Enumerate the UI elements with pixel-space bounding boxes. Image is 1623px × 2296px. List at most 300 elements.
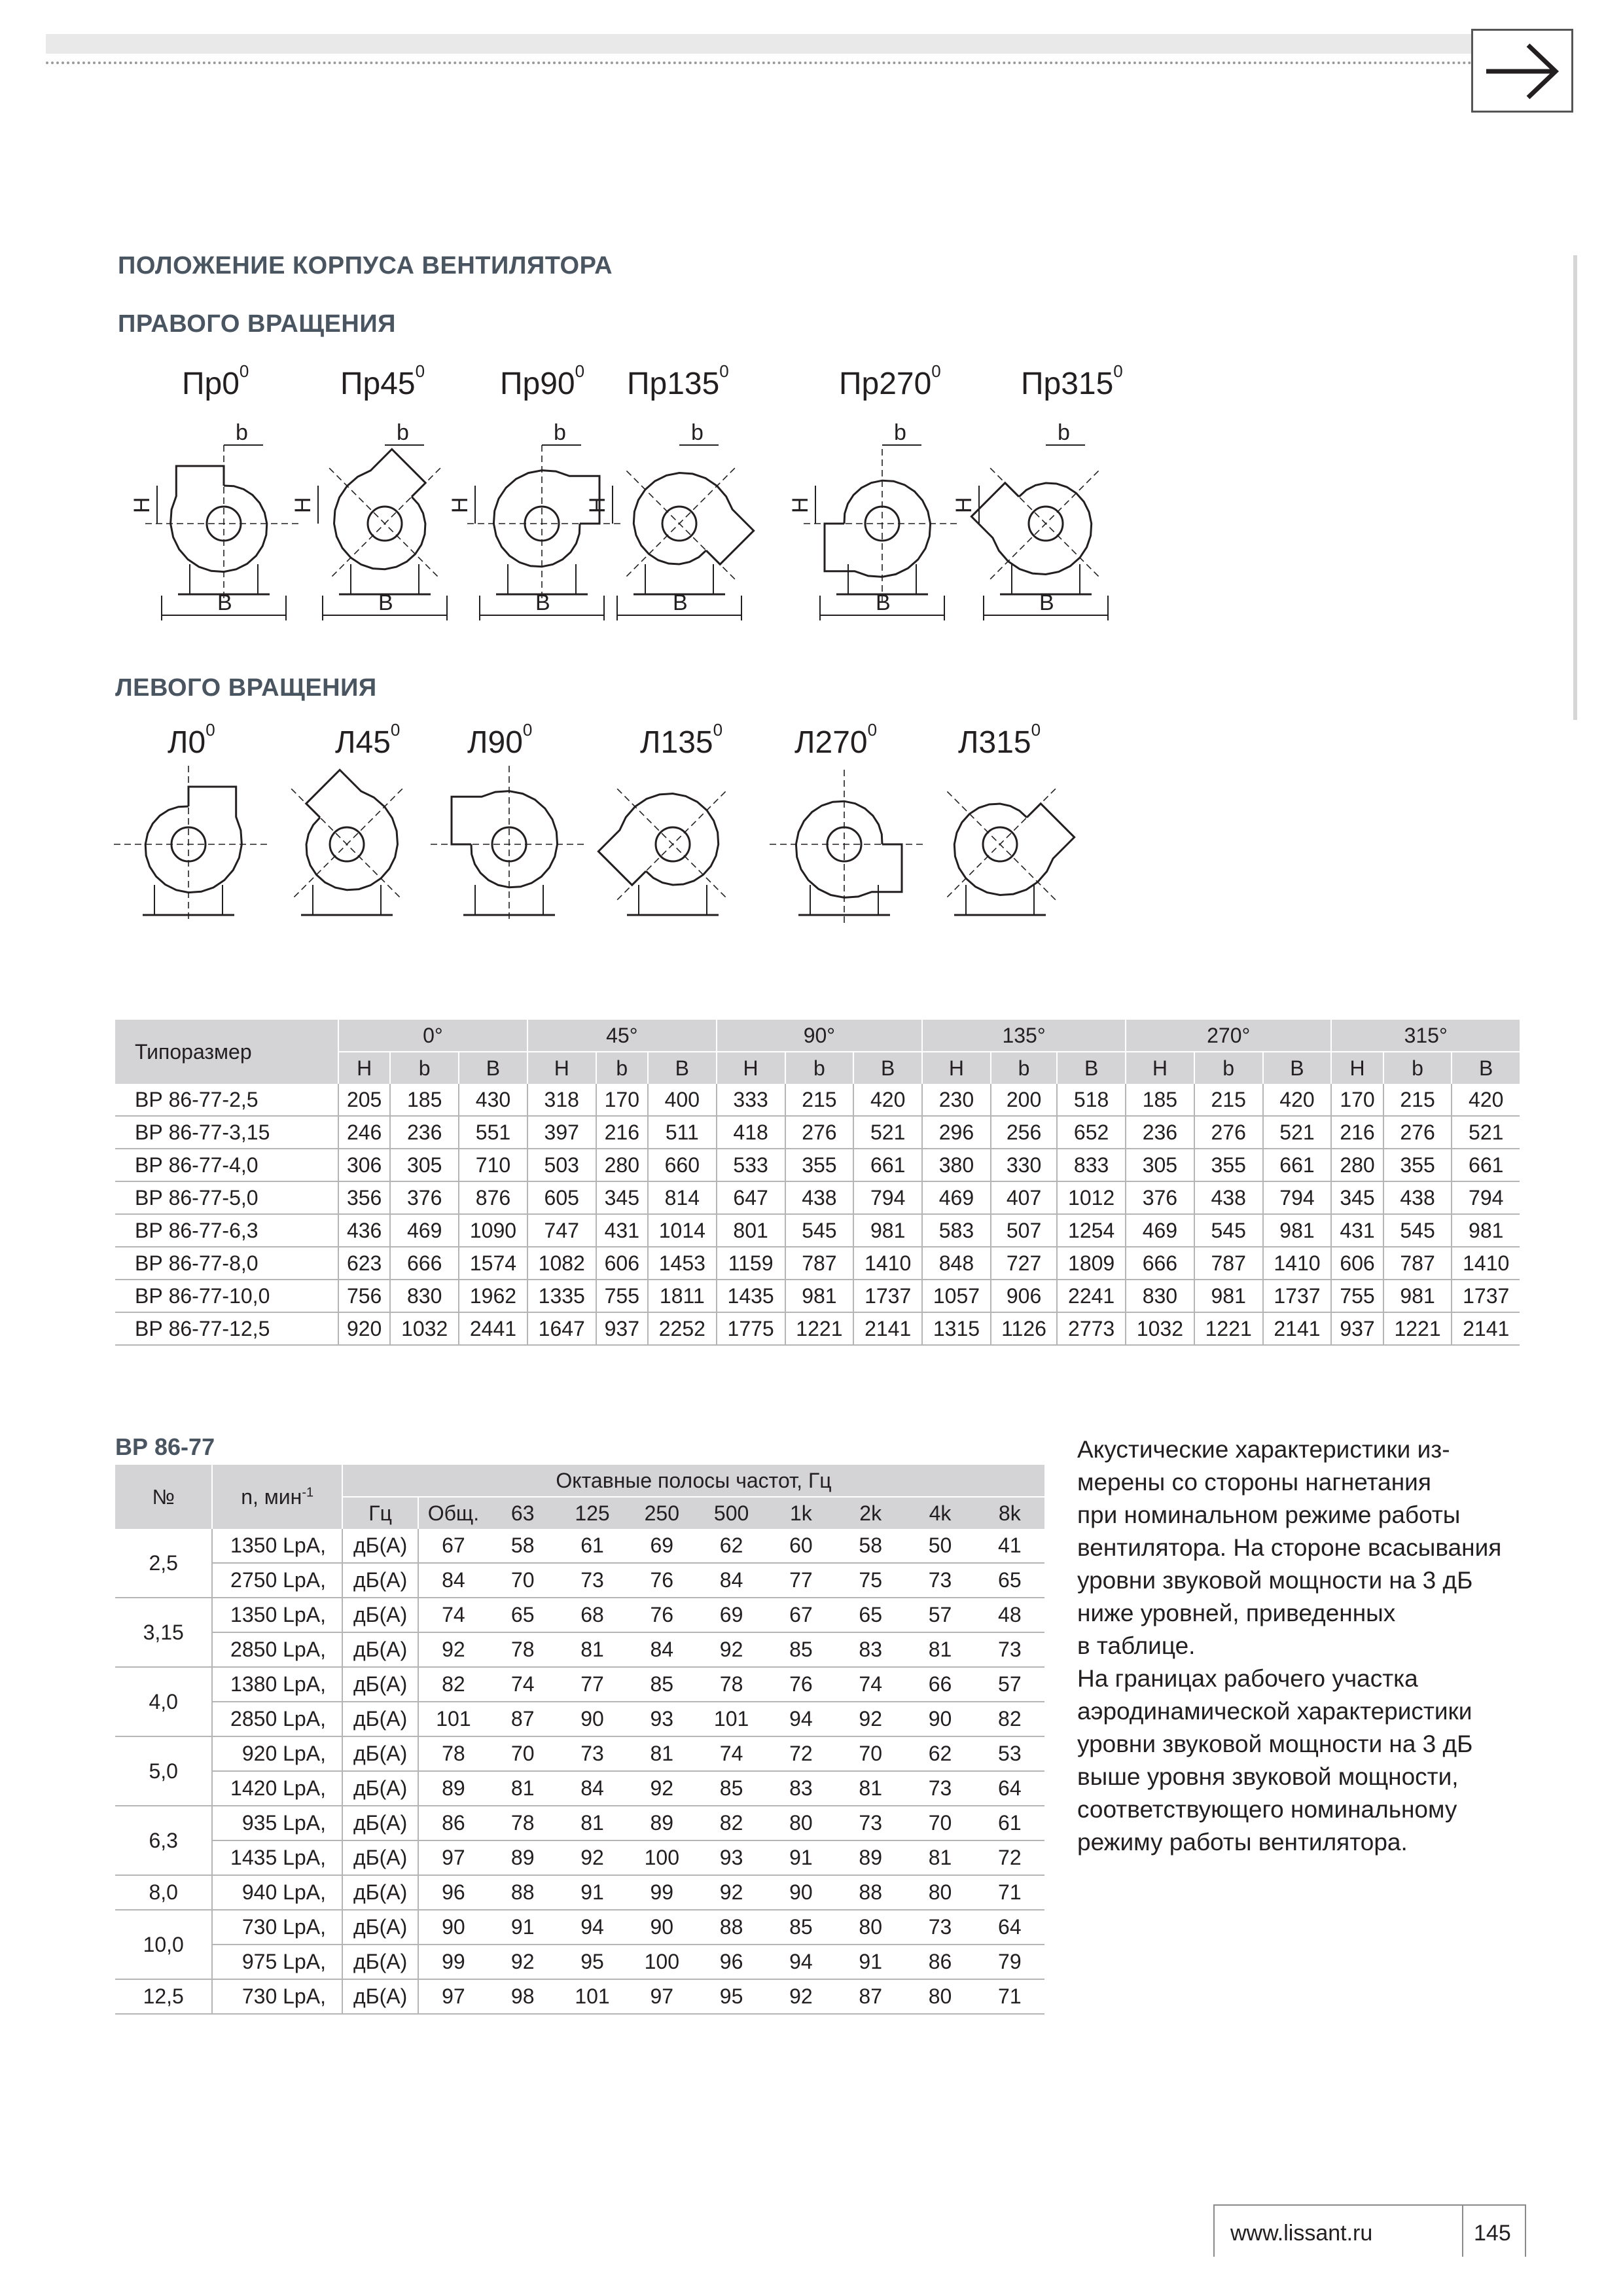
acoustic-value-cell: 48 xyxy=(975,1598,1044,1632)
acoustic-unit-cell: дБ(А) xyxy=(342,1979,418,2014)
dims-value-cell: 794 xyxy=(1452,1181,1520,1214)
dims-type-cell: ВР 86-77-8,0 xyxy=(115,1247,338,1280)
acoustic-value-cell: 75 xyxy=(836,1563,905,1598)
acoustic-value-cell: 85 xyxy=(766,1910,836,1945)
fan-diagram-left-135 xyxy=(601,746,745,942)
acoustic-value-cell: 73 xyxy=(975,1632,1044,1667)
dims-value-cell: 236 xyxy=(390,1116,459,1149)
dims-sub-header: H xyxy=(527,1052,596,1084)
dims-value-cell: 1090 xyxy=(459,1214,527,1247)
acoustic-col-no: № xyxy=(115,1465,212,1529)
acoustic-value-cell: 80 xyxy=(836,1910,905,1945)
dims-value-cell: 330 xyxy=(991,1149,1057,1181)
acoustic-unit-cell: дБ(А) xyxy=(342,1910,418,1945)
acoustic-value-cell: 78 xyxy=(418,1736,488,1771)
dims-value-cell: 1410 xyxy=(853,1247,922,1280)
dims-angle-header: 90° xyxy=(717,1020,922,1052)
acoustic-value-cell: 74 xyxy=(836,1667,905,1702)
table-row xyxy=(115,1945,1044,1979)
dims-value-cell: 1647 xyxy=(527,1312,596,1345)
dim-B-label: B xyxy=(535,590,550,615)
acoustic-value-cell: 65 xyxy=(836,1598,905,1632)
acoustic-value-cell: 91 xyxy=(558,1875,627,1910)
dims-value-cell: 937 xyxy=(1331,1312,1383,1345)
dims-value-cell: 606 xyxy=(1331,1247,1383,1280)
table-row xyxy=(115,1875,1044,1910)
acoustic-value-cell: 84 xyxy=(627,1632,696,1667)
acoustic-size-cell: 5,0 xyxy=(115,1736,212,1806)
acoustic-rpm-cell: 935 LpA, xyxy=(212,1806,342,1840)
dims-value-cell: 507 xyxy=(991,1214,1057,1247)
dims-value-cell: 661 xyxy=(1452,1149,1520,1181)
acoustic-unit-cell: дБ(А) xyxy=(342,1945,418,1979)
acoustic-value-cell: 70 xyxy=(836,1736,905,1771)
dims-value-cell: 185 xyxy=(390,1084,459,1116)
fan-label-right-45: $Пр45^0$ xyxy=(340,361,425,401)
dims-value-cell: 1453 xyxy=(648,1247,717,1280)
acoustic-value-cell: 90 xyxy=(418,1910,488,1945)
fan-diagram-left-0 xyxy=(116,746,260,942)
acoustic-value-cell: 86 xyxy=(418,1806,488,1840)
fan-label-right-90: $Пр90^0$ xyxy=(500,361,585,401)
dims-value-cell: 794 xyxy=(1263,1181,1332,1214)
acoustic-note: Акустические характеристики из- мерены со стороны нагнетания при номинальном режиме работы вентилятора. На стороне всасывания уровни звуковой мощности на 3 дБ ниже уровней, приведенных в таблице. На границах рабочего участка аэродинамической характеристики уровни звуковой мощности на 3 дБ выше уровня звуковой мощности, соответствующего номинальному режиму работы вентилятора. xyxy=(1077,1436,1502,1856)
dims-value-cell: 1809 xyxy=(1057,1247,1126,1280)
dims-sub-header: B xyxy=(1263,1052,1332,1084)
dims-value-cell: 755 xyxy=(596,1280,648,1312)
acoustic-unit-cell: дБ(А) xyxy=(342,1771,418,1806)
acoustic-value-cell: 101 xyxy=(696,1702,766,1736)
acoustic-value-cell: 85 xyxy=(696,1771,766,1806)
dims-value-cell: 256 xyxy=(991,1116,1057,1149)
dims-value-cell: 981 xyxy=(853,1214,922,1247)
dims-sub-header: b xyxy=(596,1052,648,1084)
table-row xyxy=(115,1736,1044,1771)
acoustic-value-cell: 57 xyxy=(975,1667,1044,1702)
acoustic-unit-cell: дБ(А) xyxy=(342,1875,418,1910)
dims-value-cell: 216 xyxy=(596,1116,648,1149)
acoustic-rpm-cell: 2750 LpA, xyxy=(212,1563,342,1598)
left-rotation-heading: ЛЕВОГО ВРАЩЕНИЯ xyxy=(115,674,377,702)
dims-value-cell: 431 xyxy=(596,1214,648,1247)
acoustic-rpm-cell: 2850 LpA, xyxy=(212,1632,342,1667)
dims-value-cell: 747 xyxy=(527,1214,596,1247)
dims-sub-header: b xyxy=(390,1052,459,1084)
dims-value-cell: 1082 xyxy=(527,1247,596,1280)
fan-diagram-right-270 xyxy=(788,420,954,622)
acoustic-value-cell: 62 xyxy=(905,1736,974,1771)
footer-separator xyxy=(1462,2204,1463,2257)
dims-value-cell: 400 xyxy=(648,1084,717,1116)
acoustic-value-cell: 96 xyxy=(418,1875,488,1910)
dims-value-cell: 276 xyxy=(1194,1116,1263,1149)
acoustic-value-cell: 101 xyxy=(558,1979,627,2014)
acoustic-value-cell: 81 xyxy=(558,1806,627,1840)
dims-value-cell: 848 xyxy=(922,1247,991,1280)
dims-value-cell: 1775 xyxy=(717,1312,785,1345)
dims-value-cell: 420 xyxy=(853,1084,922,1116)
dims-value-cell: 305 xyxy=(1126,1149,1194,1181)
dims-value-cell: 276 xyxy=(1383,1116,1452,1149)
dims-value-cell: 296 xyxy=(922,1116,991,1149)
fan-diagram-right-315 xyxy=(952,420,1118,622)
acoustic-value-cell: 73 xyxy=(905,1563,974,1598)
dim-H-label: H xyxy=(952,497,976,513)
dims-value-cell: 660 xyxy=(648,1149,717,1181)
acoustic-value-cell: 92 xyxy=(488,1945,558,1979)
dims-value-cell: 1012 xyxy=(1057,1181,1126,1214)
acoustic-value-cell: 84 xyxy=(418,1563,488,1598)
dims-value-cell: 236 xyxy=(1126,1116,1194,1149)
acoustic-col-rpm xyxy=(212,1465,342,1529)
dims-value-cell: 1126 xyxy=(991,1312,1057,1345)
dims-type-cell: ВР 86-77-3,15 xyxy=(115,1116,338,1149)
acoustic-value-cell: 65 xyxy=(488,1598,558,1632)
dims-value-cell: 533 xyxy=(717,1149,785,1181)
acoustic-value-cell: 67 xyxy=(418,1529,488,1563)
acoustic-band-header: 2k xyxy=(836,1497,905,1529)
fan-diagram-left-315 xyxy=(928,746,1072,942)
table-row xyxy=(115,1116,1520,1149)
acoustic-value-cell: 89 xyxy=(627,1806,696,1840)
acoustic-unit-cell: дБ(А) xyxy=(342,1702,418,1736)
acoustic-value-cell: 81 xyxy=(905,1632,974,1667)
dims-value-cell: 551 xyxy=(459,1116,527,1149)
dims-value-cell: 436 xyxy=(338,1214,390,1247)
dims-value-cell: 1737 xyxy=(1452,1280,1520,1312)
acoustic-value-cell: 77 xyxy=(766,1563,836,1598)
dims-value-cell: 814 xyxy=(648,1181,717,1214)
dims-value-cell: 666 xyxy=(390,1247,459,1280)
fan-label-right-0: $Пр0^0$ xyxy=(182,361,249,401)
dims-value-cell: 345 xyxy=(596,1181,648,1214)
acoustic-value-cell: 81 xyxy=(836,1771,905,1806)
fan-label-right-315: $Пр315^0$ xyxy=(1021,361,1123,401)
dims-angle-header: 270° xyxy=(1126,1020,1331,1052)
table-row xyxy=(115,1181,1520,1214)
acoustic-value-cell: 80 xyxy=(905,1979,974,2014)
acoustic-band-header: 1k xyxy=(766,1497,836,1529)
acoustic-value-cell: 73 xyxy=(836,1806,905,1840)
acoustic-rpm-cell: 730 LpA, xyxy=(212,1910,342,1945)
acoustic-table-title: ВР 86-77 xyxy=(115,1433,215,1460)
acoustic-value-cell: 74 xyxy=(418,1598,488,1632)
dims-value-cell: 276 xyxy=(785,1116,854,1149)
acoustic-value-cell: 99 xyxy=(627,1875,696,1910)
dim-B-label: B xyxy=(673,590,688,615)
acoustic-band-header: 500 xyxy=(696,1497,766,1529)
fan-label-right-135: $Пр135^0$ xyxy=(627,361,729,401)
dims-value-cell: 1221 xyxy=(1194,1312,1263,1345)
dims-value-cell: 1410 xyxy=(1452,1247,1520,1280)
acoustic-value-cell: 67 xyxy=(766,1598,836,1632)
dims-type-cell: ВР 86-77-10,0 xyxy=(115,1280,338,1312)
acoustic-band-header: Гц xyxy=(342,1497,418,1529)
acoustic-unit-cell: дБ(А) xyxy=(342,1736,418,1771)
dims-value-cell: 2773 xyxy=(1057,1312,1126,1345)
acoustic-value-cell: 98 xyxy=(488,1979,558,2014)
dims-value-cell: 418 xyxy=(717,1116,785,1149)
acoustic-value-cell: 92 xyxy=(696,1632,766,1667)
acoustic-value-cell: 93 xyxy=(696,1840,766,1875)
dim-H-label: H xyxy=(448,497,473,513)
acoustic-value-cell: 82 xyxy=(418,1667,488,1702)
dims-type-cell: ВР 86-77-2,5 xyxy=(115,1084,338,1116)
dims-value-cell: 420 xyxy=(1452,1084,1520,1116)
acoustic-value-cell: 89 xyxy=(418,1771,488,1806)
acoustic-value-cell: 58 xyxy=(836,1529,905,1563)
table-row xyxy=(115,1632,1044,1667)
dims-value-cell: 605 xyxy=(527,1181,596,1214)
dims-value-cell: 205 xyxy=(338,1084,390,1116)
acoustic-value-cell: 80 xyxy=(905,1875,974,1910)
arrow-right-icon xyxy=(1482,40,1563,103)
fan-label-left-270: $Л270^0$ xyxy=(794,720,878,760)
dim-b-label: b xyxy=(236,420,248,445)
acoustic-value-cell: 73 xyxy=(905,1771,974,1806)
dims-sub-header: B xyxy=(1057,1052,1126,1084)
dims-value-cell: 518 xyxy=(1057,1084,1126,1116)
acoustic-value-cell: 88 xyxy=(488,1875,558,1910)
dims-value-cell: 521 xyxy=(1452,1116,1520,1149)
dims-value-cell: 652 xyxy=(1057,1116,1126,1149)
acoustic-rpm-cell: 1350 LpA, xyxy=(212,1529,342,1563)
acoustic-col-rpm-text: n, мин xyxy=(241,1484,302,1509)
acoustic-value-cell: 73 xyxy=(558,1563,627,1598)
dims-value-cell: 170 xyxy=(1331,1084,1383,1116)
dims-angle-header: 0° xyxy=(338,1020,527,1052)
acoustic-value-cell: 92 xyxy=(696,1875,766,1910)
acoustic-unit-cell: дБ(А) xyxy=(342,1632,418,1667)
table-row xyxy=(115,1598,1044,1632)
dims-value-cell: 981 xyxy=(1452,1214,1520,1247)
dims-value-cell: 981 xyxy=(1383,1280,1452,1312)
acoustic-value-cell: 81 xyxy=(627,1736,696,1771)
fan-label-left-315: $Л315^0$ xyxy=(958,720,1041,760)
acoustic-value-cell: 84 xyxy=(696,1563,766,1598)
acoustic-unit-cell: дБ(А) xyxy=(342,1667,418,1702)
acoustic-col-rpm-sup: -1 xyxy=(302,1484,314,1499)
acoustic-value-cell: 64 xyxy=(975,1771,1044,1806)
acoustic-unit-cell: дБ(А) xyxy=(342,1563,418,1598)
dims-sub-header: B xyxy=(1452,1052,1520,1084)
dims-value-cell: 937 xyxy=(596,1312,648,1345)
acoustic-size-cell: 12,5 xyxy=(115,1979,212,2014)
acoustic-rpm-cell: 975 LpA, xyxy=(212,1945,342,1979)
acoustic-value-cell: 86 xyxy=(905,1945,974,1979)
acoustic-value-cell: 92 xyxy=(558,1840,627,1875)
dims-angle-header: 45° xyxy=(527,1020,717,1052)
acoustic-value-cell: 96 xyxy=(696,1945,766,1979)
dims-value-cell: 787 xyxy=(785,1247,854,1280)
acoustic-value-cell: 74 xyxy=(488,1667,558,1702)
fan-label-left-0: $Л0^0$ xyxy=(168,720,215,760)
dims-sub-header: B xyxy=(853,1052,922,1084)
fan-diagram-right-0 xyxy=(130,420,296,622)
dims-value-cell: 2141 xyxy=(1263,1312,1332,1345)
acoustic-value-cell: 50 xyxy=(905,1529,974,1563)
dims-value-cell: 431 xyxy=(1331,1214,1383,1247)
acoustic-value-cell: 100 xyxy=(627,1840,696,1875)
acoustic-value-cell: 66 xyxy=(905,1667,974,1702)
acoustic-unit-cell: дБ(А) xyxy=(342,1806,418,1840)
dims-value-cell: 280 xyxy=(596,1149,648,1181)
acoustic-value-cell: 97 xyxy=(418,1840,488,1875)
dim-B-label: B xyxy=(378,590,393,615)
dim-b-label: b xyxy=(1058,420,1070,445)
dims-value-cell: 545 xyxy=(785,1214,854,1247)
dims-type-cell: ВР 86-77-4,0 xyxy=(115,1149,338,1181)
dims-value-cell: 606 xyxy=(596,1247,648,1280)
dims-value-cell: 469 xyxy=(922,1181,991,1214)
dims-sub-header: b xyxy=(785,1052,854,1084)
acoustic-unit-cell: дБ(А) xyxy=(342,1840,418,1875)
fan-diagram-left-90 xyxy=(437,746,581,942)
acoustic-value-cell: 68 xyxy=(558,1598,627,1632)
dim-b-label: b xyxy=(894,420,906,445)
dims-value-cell: 380 xyxy=(922,1149,991,1181)
acoustic-value-cell: 78 xyxy=(696,1667,766,1702)
dims-sub-header: H xyxy=(1331,1052,1383,1084)
acoustic-unit-cell: дБ(А) xyxy=(342,1529,418,1563)
dims-value-cell: 215 xyxy=(1383,1084,1452,1116)
acoustic-value-cell: 92 xyxy=(418,1632,488,1667)
dims-value-cell: 438 xyxy=(1383,1181,1452,1214)
acoustic-value-cell: 81 xyxy=(558,1632,627,1667)
footer-url[interactable]: www.lissant.ru xyxy=(1230,2221,1373,2246)
acoustic-value-cell: 83 xyxy=(766,1771,836,1806)
dims-value-cell: 661 xyxy=(853,1149,922,1181)
table-row xyxy=(115,1840,1044,1875)
dims-value-cell: 1435 xyxy=(717,1280,785,1312)
dims-value-cell: 1410 xyxy=(1263,1247,1332,1280)
dims-value-cell: 216 xyxy=(1331,1116,1383,1149)
table-row xyxy=(115,1312,1520,1345)
table-row xyxy=(115,1529,1044,1563)
acoustic-value-cell: 69 xyxy=(627,1529,696,1563)
dims-sub-header: B xyxy=(648,1052,717,1084)
acoustic-value-cell: 100 xyxy=(627,1945,696,1979)
dims-value-cell: 755 xyxy=(1331,1280,1383,1312)
table-row xyxy=(115,1910,1044,1945)
acoustic-value-cell: 62 xyxy=(696,1529,766,1563)
dims-value-cell: 2141 xyxy=(853,1312,922,1345)
acoustic-value-cell: 90 xyxy=(905,1702,974,1736)
dims-value-cell: 545 xyxy=(1194,1214,1263,1247)
dims-value-cell: 1574 xyxy=(459,1247,527,1280)
dims-sub-header: H xyxy=(1126,1052,1194,1084)
acoustic-value-cell: 58 xyxy=(488,1529,558,1563)
acoustic-value-cell: 71 xyxy=(975,1875,1044,1910)
acoustic-value-cell: 78 xyxy=(488,1806,558,1840)
acoustic-value-cell: 101 xyxy=(418,1702,488,1736)
acoustic-value-cell: 99 xyxy=(418,1945,488,1979)
acoustic-value-cell: 90 xyxy=(558,1702,627,1736)
dim-H-label: H xyxy=(291,497,315,513)
acoustic-value-cell: 64 xyxy=(975,1910,1044,1945)
acoustic-value-cell: 70 xyxy=(488,1563,558,1598)
dim-b-label: b xyxy=(691,420,704,445)
table-row xyxy=(115,1702,1044,1736)
dims-value-cell: 355 xyxy=(1383,1149,1452,1181)
acoustic-value-cell: 85 xyxy=(766,1632,836,1667)
next-page-button[interactable] xyxy=(1471,29,1573,113)
acoustic-size-cell: 10,0 xyxy=(115,1910,212,1979)
dims-value-cell: 1014 xyxy=(648,1214,717,1247)
table-row xyxy=(115,1084,1520,1116)
acoustic-rpm-cell: 1435 LpA, xyxy=(212,1840,342,1875)
acoustic-value-cell: 97 xyxy=(627,1979,696,2014)
fan-diagram-right-135 xyxy=(585,420,751,622)
acoustic-rpm-cell: 940 LpA, xyxy=(212,1875,342,1910)
dims-value-cell: 801 xyxy=(717,1214,785,1247)
acoustic-value-cell: 88 xyxy=(696,1910,766,1945)
right-rotation-heading: ПРАВОГО ВРАЩЕНИЯ xyxy=(118,310,396,338)
acoustic-value-cell: 61 xyxy=(558,1529,627,1563)
acoustic-value-cell: 95 xyxy=(558,1945,627,1979)
acoustic-value-cell: 73 xyxy=(905,1910,974,1945)
acoustic-value-cell: 89 xyxy=(488,1840,558,1875)
acoustic-rpm-cell: 1420 LpA, xyxy=(212,1771,342,1806)
dims-value-cell: 1962 xyxy=(459,1280,527,1312)
fan-label-left-45: $Л45^0$ xyxy=(335,720,401,760)
dims-value-cell: 2241 xyxy=(1057,1280,1126,1312)
acoustic-bands-title: Октавные полосы частот, Гц xyxy=(342,1465,1044,1497)
dims-value-cell: 376 xyxy=(390,1181,459,1214)
dims-value-cell: 430 xyxy=(459,1084,527,1116)
dims-value-cell: 420 xyxy=(1263,1084,1332,1116)
acoustic-value-cell: 65 xyxy=(975,1563,1044,1598)
dims-type-header: Типоразмер xyxy=(115,1020,338,1084)
acoustic-size-cell: 4,0 xyxy=(115,1667,212,1736)
dim-H-label: H xyxy=(130,497,154,513)
acoustic-band-header: 4k xyxy=(905,1497,974,1529)
acoustic-band-header: Общ. xyxy=(418,1497,488,1529)
dims-value-cell: 1057 xyxy=(922,1280,991,1312)
table-row xyxy=(115,1667,1044,1702)
dims-value-cell: 280 xyxy=(1331,1149,1383,1181)
acoustic-value-cell: 76 xyxy=(627,1563,696,1598)
dims-value-cell: 521 xyxy=(1263,1116,1332,1149)
acoustic-value-cell: 90 xyxy=(766,1875,836,1910)
acoustic-value-cell: 92 xyxy=(627,1771,696,1806)
dims-value-cell: 355 xyxy=(1194,1149,1263,1181)
dims-value-cell: 666 xyxy=(1126,1247,1194,1280)
dim-b-label: b xyxy=(554,420,566,445)
acoustic-value-cell: 72 xyxy=(975,1840,1044,1875)
dims-sub-header: b xyxy=(1383,1052,1452,1084)
acoustic-value-cell: 92 xyxy=(766,1979,836,2014)
acoustic-value-cell: 94 xyxy=(766,1702,836,1736)
dims-value-cell: 2141 xyxy=(1452,1312,1520,1345)
dims-value-cell: 521 xyxy=(853,1116,922,1149)
acoustic-value-cell: 80 xyxy=(766,1806,836,1840)
dims-value-cell: 794 xyxy=(853,1181,922,1214)
dims-value-cell: 246 xyxy=(338,1116,390,1149)
dims-value-cell: 830 xyxy=(390,1280,459,1312)
dims-value-cell: 511 xyxy=(648,1116,717,1149)
dim-H-label: H xyxy=(788,497,813,513)
dims-value-cell: 1221 xyxy=(1383,1312,1452,1345)
acoustic-value-cell: 70 xyxy=(488,1736,558,1771)
acoustic-value-cell: 83 xyxy=(836,1632,905,1667)
dims-value-cell: 876 xyxy=(459,1181,527,1214)
acoustic-value-cell: 91 xyxy=(488,1910,558,1945)
dims-value-cell: 469 xyxy=(390,1214,459,1247)
dims-value-cell: 1221 xyxy=(785,1312,854,1345)
dim-B-label: B xyxy=(1039,590,1054,615)
dims-value-cell: 356 xyxy=(338,1181,390,1214)
